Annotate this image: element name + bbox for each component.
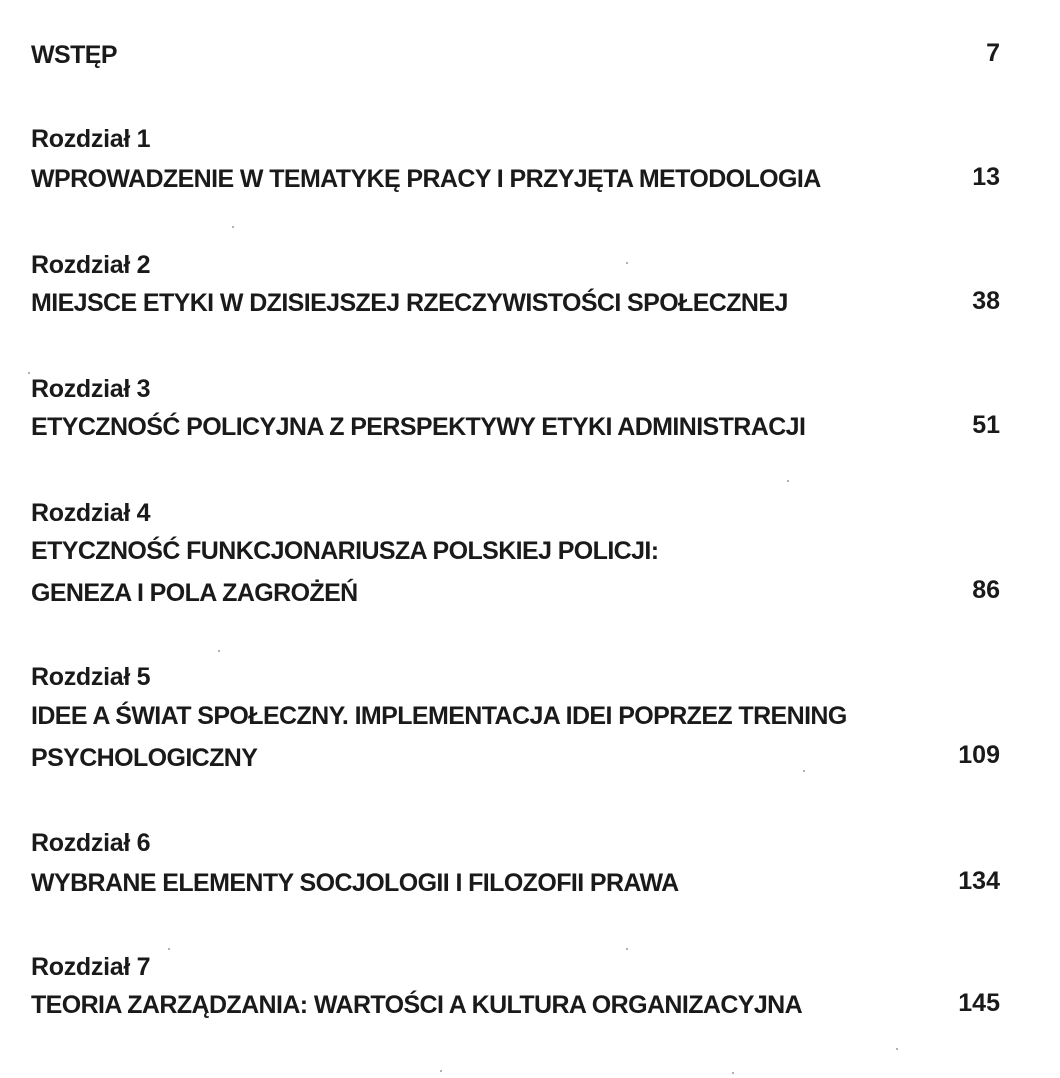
scan-speck xyxy=(896,1048,898,1050)
toc-entry-title: TEORIA ZARZĄDZANIA: WARTOŚCI A KULTURA ORGANIZACYJNA xyxy=(31,991,803,1019)
scan-speck xyxy=(626,262,628,264)
toc-entry-page-number: 13 xyxy=(972,163,1000,191)
toc-entry-page-number: 86 xyxy=(972,576,1000,604)
toc-entry-title: WPROWADZENIE W TEMATYKĘ PRACY I PRZYJĘTA METODOLOGIA xyxy=(31,165,821,193)
chapter-label: Rozdział 5 xyxy=(31,663,151,691)
toc-entry-title: ETYCZNOŚĆ POLICYJNA Z PERSPEKTYWY ETYKI ADMINISTRACJI xyxy=(31,413,806,441)
scan-speck xyxy=(168,948,170,950)
toc-entry-title: WYBRANE ELEMENTY SOCJOLOGII I FILOZOFII PRAWA xyxy=(31,869,679,897)
toc-entry-title-line1: ETYCZNOŚĆ FUNKCJONARIUSZA POLSKIEJ POLICJI: xyxy=(31,537,659,565)
scan-speck xyxy=(440,1070,442,1072)
chapter-label: Rozdział 3 xyxy=(31,375,151,403)
scan-speck xyxy=(28,372,30,374)
toc-entry-page-number: 38 xyxy=(972,287,1000,315)
toc-entry-page-number: 51 xyxy=(972,411,1000,439)
chapter-label: Rozdział 6 xyxy=(31,829,151,857)
scan-speck xyxy=(626,948,628,950)
toc-entry-page-number: 109 xyxy=(958,741,1000,769)
toc-entry-page-number: 134 xyxy=(958,867,1000,895)
chapter-label: Rozdział 4 xyxy=(31,499,151,527)
scan-speck xyxy=(803,770,805,772)
toc-entry-title-line1: IDEE A ŚWIAT SPOŁECZNY. IMPLEMENTACJA IDEI POPRZEZ TRENING xyxy=(31,702,847,730)
toc-entry-title-line2: GENEZA I POLA ZAGROŻEŃ xyxy=(31,579,358,607)
scan-speck xyxy=(232,226,234,228)
toc-entry-page-number: 145 xyxy=(958,989,1000,1017)
toc-entry-title: MIEJSCE ETYKI W DZISIEJSZEJ RZECZYWISTOŚCI SPOŁECZNEJ xyxy=(31,289,788,317)
chapter-label: Rozdział 1 xyxy=(31,125,151,153)
toc-entry-page-number: 7 xyxy=(986,39,1000,67)
toc-entry-title-line2: PSYCHOLOGICZNY xyxy=(31,744,258,772)
scan-speck xyxy=(787,480,789,482)
chapter-label: Rozdział 7 xyxy=(31,953,151,981)
chapter-label: Rozdział 2 xyxy=(31,251,151,279)
toc-entry-title: WSTĘP xyxy=(31,41,117,69)
scan-speck xyxy=(218,650,220,652)
scan-speck xyxy=(732,1072,734,1074)
